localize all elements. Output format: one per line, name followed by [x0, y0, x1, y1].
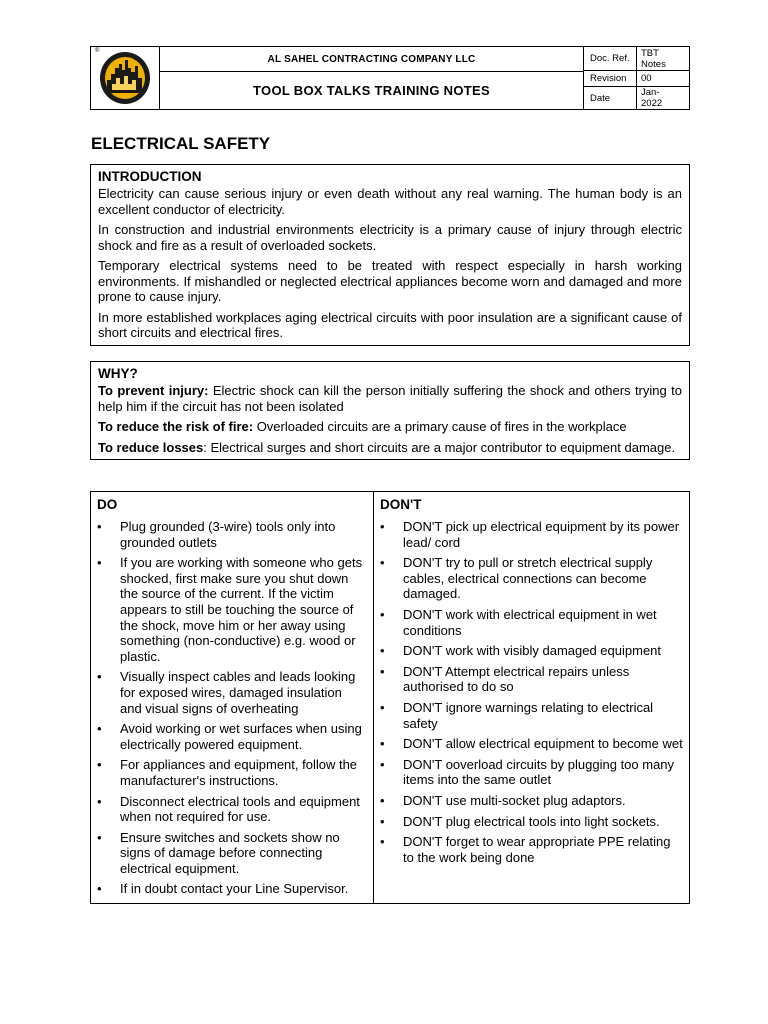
why-section — [90, 361, 690, 460]
why-item-text: : Electrical surges and short circuits are a major contributor to equipment damage. — [203, 439, 676, 455]
do-item: • For appliances and equipment, follow the manufacturer's instructions. — [97, 757, 367, 788]
meta-row-doc-ref — [584, 47, 689, 71]
introduction-paragraph: In more established workplaces aging electrical circuits with poor insulation are a significant cause of short circuits and electrical fires. — [98, 309, 682, 340]
do-list — [97, 519, 367, 897]
dont-item: • DON'T plug electrical tools into light sockets. — [380, 814, 683, 830]
document-meta — [584, 47, 689, 109]
why-heading: WHY? — [98, 366, 138, 381]
do-dont-table — [90, 491, 690, 904]
document-header — [90, 46, 690, 110]
introduction-heading: INTRODUCTION — [98, 169, 202, 184]
dont-item: • DON'T try to pull or stretch electrical supply cables, electrical connections can become damaged. — [380, 555, 683, 602]
dont-item: • DON'T work with visibly damaged equipment — [380, 643, 683, 659]
header-title: TOOL BOX TALKS TRAINING NOTES — [253, 83, 490, 98]
do-item: • Plug grounded (3-wire) tools only into grounded outlets — [97, 519, 367, 550]
dont-item: • DON'T use multi-socket plug adaptors. — [380, 793, 683, 809]
introduction-paragraph: In construction and industrial environments electricity is a primary cause of injury through electric shock and fire as a result of overloaded sockets. — [98, 222, 682, 253]
why-item-lead: To reduce the risk of fire: — [98, 419, 254, 434]
do-item: • If you are working with someone who gets shocked, first make sure you shut down the source of the current. If the victim appears to still be touching the source of the shock, move him or her away using something (non-conductive) e.g. wood or plastic. — [97, 555, 367, 664]
dont-item: • DON'T work with electrical equipment in wet conditions — [380, 607, 683, 638]
company-name: AL SAHEL CONTRACTING COMPANY LLC — [160, 47, 583, 72]
why-item — [98, 383, 682, 414]
city-skyline-logo-icon — [98, 50, 152, 106]
dont-item: • DON'T pick up electrical equipment by its power lead/ cord — [380, 519, 683, 550]
why-item — [98, 440, 682, 456]
meta-label: Date — [584, 87, 637, 109]
why-item — [98, 419, 682, 435]
do-item: • Disconnect electrical tools and equipment when not required for use. — [97, 794, 367, 825]
meta-label: Doc. Ref. — [584, 47, 637, 70]
company-logo — [91, 47, 160, 109]
do-item: • Avoid working or wet surfaces when using electrically powered equipment. — [97, 721, 367, 752]
meta-value: Jan- 2022 — [641, 87, 663, 109]
do-heading: DO — [97, 497, 118, 512]
meta-row-date — [584, 87, 689, 109]
introduction-section — [90, 164, 690, 346]
meta-value: TBT Notes — [641, 47, 666, 70]
do-column — [91, 492, 374, 903]
page-title: ELECTRICAL SAFETY — [91, 134, 271, 153]
why-item-lead: To prevent injury: — [98, 383, 209, 398]
meta-value: 00 — [641, 73, 652, 85]
dont-item: • DON'T forget to wear appropriate PPE relating to the work being done — [380, 834, 683, 865]
dont-item: • DON'T ooverload circuits by plugging too many items into the same outlet — [380, 757, 683, 788]
why-item-lead: To reduce losses — [98, 439, 204, 455]
dont-item: • DON'T ignore warnings relating to electrical safety — [380, 700, 683, 731]
dont-list — [380, 519, 683, 865]
meta-label: Revision — [584, 71, 637, 86]
dont-column — [374, 492, 689, 903]
do-item: • If in doubt contact your Line Supervisor. — [97, 881, 367, 897]
introduction-paragraph: Temporary electrical systems need to be treated with respect especially in harsh working environments. If mishandled or neglected electrical appliances become worn and damaged and more prone to cause injury. — [98, 258, 682, 304]
meta-row-revision — [584, 71, 689, 87]
do-item: • Ensure switches and sockets show no signs of damage before connecting electrical equipment. — [97, 830, 367, 877]
dont-heading: DON'T — [380, 497, 422, 512]
do-item: • Visually inspect cables and leads looking for exposed wires, damaged insulation and visual signs of overheating — [97, 669, 367, 716]
dont-item: • DON'T allow electrical equipment to become wet — [380, 736, 683, 752]
why-item-text: Overloaded circuits are a primary cause of fires in the workplace — [253, 419, 627, 434]
registered-mark: ® — [95, 48, 100, 54]
dont-item: • DON'T Attempt electrical repairs unless authorised to do so — [380, 664, 683, 695]
why-item-text: Electric shock can kill the person initially suffering the shock and others trying to help him if the circuit has not been isolated — [98, 383, 682, 414]
introduction-paragraph: Electricity can cause serious injury or even death without any real warning. The human body is an excellent conductor of electricity. — [98, 186, 682, 217]
